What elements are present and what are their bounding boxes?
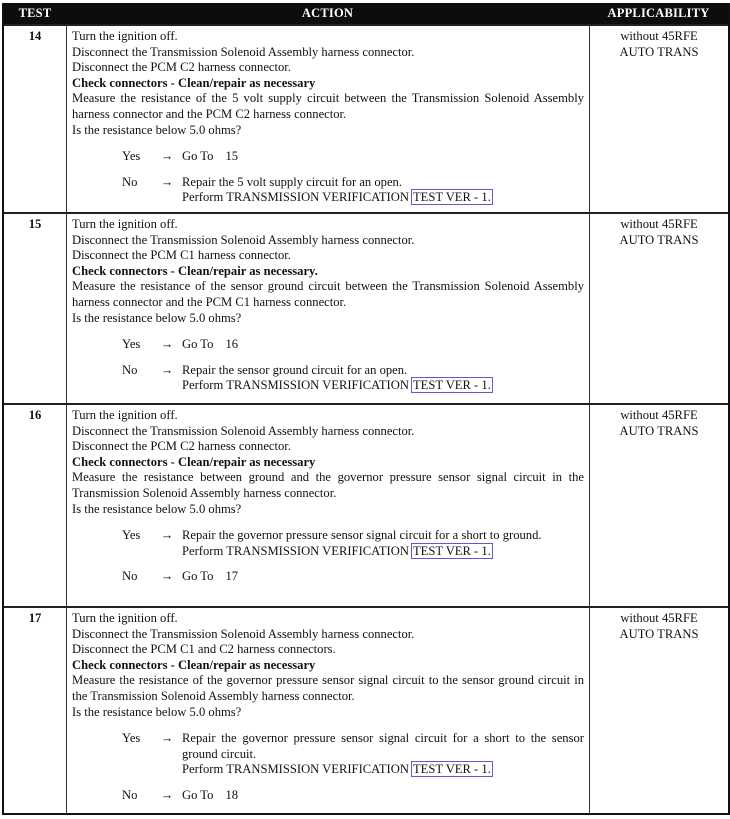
step: Disconnect the PCM C2 harness connector.	[72, 439, 291, 454]
perform-verification-text: Perform TRANSMISSION VERIFICATION	[182, 543, 409, 558]
measure-instruction: Measure the resistance of the 5 volt supply circuit between the Transmission Solenoid Assembly harness connector and the PCM C2 harness connector.	[72, 91, 584, 121]
test-number: 15	[4, 214, 67, 403]
no-branch	[122, 363, 584, 394]
measure-instruction: Measure the resistance of the sensor ground circuit between the Transmission Solenoid Assembly harness connector and the PCM C1 harness connector.	[72, 279, 584, 309]
test-ver-link[interactable]: TEST VER - 1.	[412, 762, 491, 777]
no-label: No	[122, 174, 138, 189]
no-label: No	[122, 362, 138, 377]
test-number: 17	[4, 608, 67, 813]
perform-verification-text: Perform TRANSMISSION VERIFICATION	[182, 190, 409, 205]
applicability-line: AUTO TRANS	[619, 232, 699, 247]
goto-text: Go To	[182, 149, 214, 164]
goto-text: Go To	[182, 787, 214, 802]
no-branch	[122, 175, 584, 206]
applicability-line: AUTO TRANS	[619, 423, 699, 438]
perform-verification-text: Perform TRANSMISSION VERIFICATION	[182, 762, 409, 777]
step: Disconnect the PCM C1 and C2 harness connectors.	[72, 642, 336, 657]
question: Is the resistance below 5.0 ohms?	[72, 501, 242, 516]
header-applicability: APPLICABILITY	[607, 5, 710, 20]
action-cell	[67, 405, 590, 606]
no-branch	[122, 788, 584, 804]
measure-instruction: Measure the resistance between ground and the governor pressure sensor signal circuit in the Transmission Solenoid Assembly harness connector.	[72, 470, 584, 500]
test-number: 16	[4, 405, 67, 606]
no-label: No	[122, 787, 138, 802]
goto-test-link[interactable]: 18	[225, 787, 239, 802]
applicability-line: without 45RFE	[620, 611, 698, 625]
no-label: No	[122, 569, 138, 584]
repair-instruction: Repair the governor pressure sensor signal circuit for a short to ground.	[182, 528, 542, 543]
arrow-right-icon: →	[160, 731, 174, 746]
table-header	[4, 3, 728, 24]
test-ver-link[interactable]: TEST VER - 1.	[412, 543, 491, 558]
perform-verification-text: Perform TRANSMISSION VERIFICATION	[182, 378, 409, 393]
arrow-right-icon: →	[160, 337, 174, 352]
applicability-cell	[590, 405, 728, 606]
step: Turn the ignition off.	[72, 29, 178, 43]
yes-label: Yes	[122, 149, 141, 164]
yes-branch	[122, 149, 584, 165]
applicability-line: AUTO TRANS	[619, 626, 699, 641]
table-row-test-16	[4, 403, 728, 606]
action-cell	[67, 608, 590, 813]
goto-test-link[interactable]: 16	[225, 337, 239, 352]
goto-text: Go To	[182, 569, 214, 584]
question: Is the resistance below 5.0 ohms?	[72, 310, 242, 325]
repair-instruction: Repair the governor pressure sensor signal circuit for a short to the sensor ground circuit.	[182, 731, 584, 761]
step: Turn the ignition off.	[72, 611, 178, 625]
goto-text: Go To	[182, 337, 214, 352]
step: Disconnect the Transmission Solenoid Assembly harness connector.	[72, 232, 415, 247]
diagnostic-table	[2, 3, 730, 815]
no-branch	[122, 569, 584, 585]
goto-test-link[interactable]: 17	[225, 569, 239, 584]
yes-branch	[122, 528, 584, 559]
arrow-right-icon: →	[160, 569, 174, 584]
applicability-cell	[590, 608, 728, 813]
applicability-cell	[590, 214, 728, 403]
action-cell	[67, 214, 590, 403]
step: Turn the ignition off.	[72, 408, 178, 422]
applicability-line: without 45RFE	[620, 29, 698, 43]
action-cell	[67, 26, 590, 212]
applicability-line: without 45RFE	[620, 217, 698, 231]
check-connectors-note: Check connectors - Clean/repair as necessary.	[72, 263, 318, 278]
header-test: TEST	[18, 5, 52, 20]
arrow-right-icon: →	[160, 528, 174, 543]
test-ver-link[interactable]: TEST VER - 1.	[412, 190, 491, 205]
arrow-right-icon: →	[160, 362, 174, 377]
question: Is the resistance below 5.0 ohms?	[72, 704, 242, 719]
arrow-right-icon: →	[160, 149, 174, 164]
step: Disconnect the Transmission Solenoid Assembly harness connector.	[72, 423, 415, 438]
header-action: ACTION	[301, 5, 354, 20]
yes-branch	[122, 337, 584, 353]
yes-label: Yes	[122, 731, 141, 746]
repair-instruction: Repair the 5 volt supply circuit for an open.	[182, 174, 402, 189]
applicability-cell	[590, 26, 728, 212]
table-row-test-17	[4, 606, 728, 813]
arrow-right-icon: →	[160, 174, 174, 189]
step: Disconnect the Transmission Solenoid Assembly harness connector.	[72, 44, 415, 59]
check-connectors-note: Check connectors - Clean/repair as necessary	[72, 454, 316, 469]
step: Turn the ignition off.	[72, 217, 178, 231]
measure-instruction: Measure the resistance of the governor pressure sensor signal circuit to the sensor ground circuit in the Transmission Solenoid Assembly harness connector.	[72, 673, 584, 703]
check-connectors-note: Check connectors - Clean/repair as necessary	[72, 657, 316, 672]
step: Disconnect the PCM C2 harness connector.	[72, 60, 291, 75]
test-ver-link[interactable]: TEST VER - 1.	[412, 378, 491, 393]
yes-label: Yes	[122, 528, 141, 543]
step: Disconnect the Transmission Solenoid Assembly harness connector.	[72, 626, 415, 641]
repair-instruction: Repair the sensor ground circuit for an open.	[182, 362, 408, 377]
table-row-test-15	[4, 212, 728, 403]
test-number: 14	[4, 26, 67, 212]
goto-test-link[interactable]: 15	[225, 149, 239, 164]
yes-label: Yes	[122, 337, 141, 352]
check-connectors-note: Check connectors - Clean/repair as necessary	[72, 75, 316, 90]
question: Is the resistance below 5.0 ohms?	[72, 122, 242, 137]
yes-branch	[122, 731, 584, 778]
applicability-line: AUTO TRANS	[619, 44, 699, 59]
applicability-line: without 45RFE	[620, 408, 698, 422]
step: Disconnect the PCM C1 harness connector.	[72, 248, 291, 263]
arrow-right-icon: →	[160, 787, 174, 802]
table-row-test-14	[4, 24, 728, 212]
